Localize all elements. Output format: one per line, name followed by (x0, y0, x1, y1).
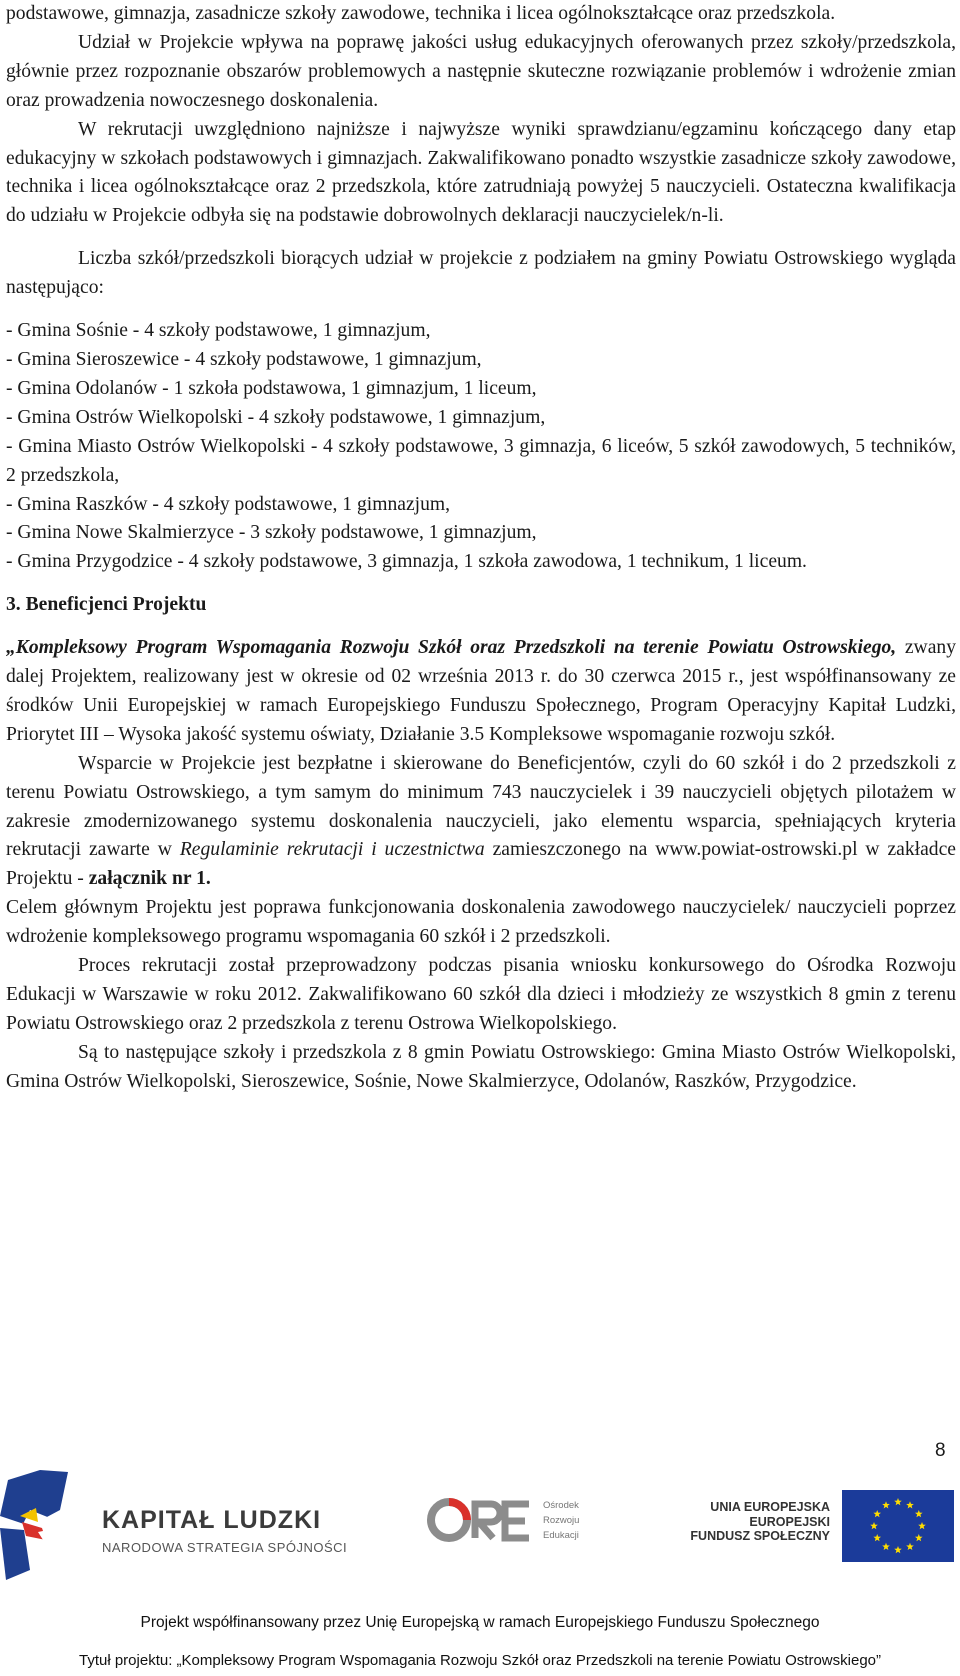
gminy-list (6, 317, 956, 577)
list-item: - Gmina Miasto Ostrów Wielkopolski - 4 szkoły podstawowe, 3 gimnazja, 6 liceów, 5 szkół zawodowych, 5 techników, 2 przedszkola, (6, 435, 956, 486)
paragraph: Wsparcie w Projekcie jest bezpłatne i skierowane do Beneficjentów, czyli do 60 szkół i do 2 przedszkoli z terenu Powiatu Ostrowskiego, a tym samym do minimum 743 nauczycielek i 39 nauczycieli objętych pilotażem w zakresie zmodernizowanego systemu doskonalenia nauczycieli, jako elementu wsparcia, spełniających kryteria rekrutacji zawarte w Regulaminie rekrutacji i uczestnictwa zamieszczonego na www.powiat-ostrowski.pl w zakładce Projektu - załącznik nr 1. (6, 752, 956, 890)
attachment-reference: załącznik nr 1. (88, 868, 211, 890)
list-item: - Gmina Sośnie - 4 szkoły podstawowe, 1 gimnazjum, (6, 320, 431, 342)
list-item: - Gmina Nowe Skalmierzyce - 3 szkoły podstawowe, 1 gimnazjum, (6, 522, 537, 544)
list-item: - Gmina Przygodzice - 4 szkoły podstawowe, 3 gimnazja, 1 szkoła zawodowa, 1 technikum, 1 liceum. (6, 551, 807, 573)
paragraph: Są to następujące szkoły i przedszkola z 8 gmin Powiatu Ostrowskiego: Gmina Miasto Ostrów Wielkopolski, Gmina Ostrów Wielkopolski, Sieroszewice, Sośnie, Nowe Skalmierzyce, Odolanów, Raszków, Przygodzice. (6, 1041, 956, 1092)
kl-subtitle: NARODOWA STRATEGIA SPÓJNOŚCI (102, 1540, 348, 1555)
kl-title: KAPITAŁ LUDZKI (102, 1506, 322, 1534)
list-item: - Gmina Sieroszewice - 4 szkoły podstawowe, 1 gimnazjum, (6, 348, 482, 370)
list-item: - Gmina Odolanów - 1 szkoła podstawowa, 1 gimnazjum, 1 liceum, (6, 377, 537, 399)
paragraph: Udział w Projekcie wpływa na poprawę jakości usług edukacyjnych oferowanych przez szkoły/przedszkola, głównie przez rozpoznanie obszarów problemowych a następnie skuteczne rozwiązanie problemów i wdrożenie zmian oraz prowadzenia nowoczesnego doskonalenia. (6, 31, 956, 111)
ore-logo (425, 1490, 605, 1560)
footer-cofinancing: Projekt współfinansowany przez Unię Europejską w ramach Europejskiego Funduszu Społecznego (140, 1614, 820, 1631)
regulation-reference: Regulaminie rekrutacji i uczestnictwa (179, 839, 485, 861)
list-item: - Gmina Ostrów Wielkopolski - 4 szkoły podstawowe, 1 gimnazjum, (6, 406, 546, 428)
paragraph: W rekrutacji uwzględniono najniższe i najwyższe wyniki sprawdzianu/egzaminu kończącego dany etap edukacyjny w szkołach podstawowych i gimnazjach. Zakwalifikowano ponadto wszystkie zasadnicze szkoły zawodowe, technika i licea ogólnokształcące oraz 2 przedszkola, które zatrudniają powyżej 5 nauczycieli. Ostateczna kwalifikacja do udziału w Projekcie odbyła się na podstawie dobrowolnych deklaracji nauczycielek/n-li. (6, 118, 956, 227)
eu-flag-icon (842, 1490, 954, 1562)
kapital-ludzki-logo (0, 1470, 360, 1580)
eu-caption: UNIA EUROPEJSKA EUROPEJSKI FUNDUSZ SPOŁECZNY (690, 1500, 830, 1543)
paragraph: „Kompleksowy Program Wspomagania Rozwoju Szkół oraz Przedszkoli na terenie Powiatu Ostrowskiego, zwany dalej Projektem, realizowany jest w okresie od 02 września 2013 r. do 30 czerwca 2015 r., jest współfinansowany ze środków Unii Europejskiej w ramach Europejskiego Funduszu Społecznego, Program Operacyjny Kapitał Ludzki, Priorytet III – Wysoka jakość systemu oświaty, Działanie 3.5 Kompleksowe wspomaganie rozwoju szkół. (6, 637, 956, 745)
paragraph: Proces rekrutacji został przeprowadzony podczas pisania wniosku konkursowego do Ośrodka Rozwoju Edukacji w Warszawie w roku 2012. Zakwalifikowano 60 szkół dla dzieci i młodzieży ze wszystkich 8 gmin z terenu Powiatu Ostrowskiego oraz 2 przedszkola z terenu Ostrowa Wielkopolskiego. (6, 955, 956, 1034)
section-heading: 3. Beneficjenci Projektu (6, 594, 207, 616)
ore-caption: Ośrodek Rozwoju Edukacji (543, 1500, 580, 1541)
paragraph: Celem głównym Projektu jest poprawa funkcjonowania doskonalenia zawodowego nauczycielek/ nauczycieli poprzez wdrożenie kompleksowego programu wspomagania 60 szkół i 2 przedszkoli. (6, 897, 956, 948)
body-text (6, 0, 956, 1097)
paragraph: podstawowe, gimnazja, zasadnicze szkoły zawodowe, technika i licea ogólnokształcące oraz przedszkola. (6, 3, 836, 24)
project-title: „Kompleksowy Program Wspomagania Rozwoju Szkół oraz Przedszkoli na terenie Powiatu Ostrowskiego, (6, 637, 897, 659)
footer-project-title: Tytuł projektu: „Kompleksowy Program Wspomagania Rozwoju Szkół oraz Przedszkoli na terenie Powiatu Ostrowskiego” (79, 1652, 881, 1669)
kapital-ludzki-star-icon (0, 1470, 90, 1580)
logo-bar (0, 1470, 960, 1580)
paragraph: Liczba szkół/przedszkoli biorących udział w projekcie z podziałem na gminy Powiatu Ostrowskiego wygląda następująco: (6, 248, 956, 299)
page-number: 8 (935, 1440, 946, 1461)
ore-logo-icon (425, 1490, 540, 1550)
list-item: - Gmina Raszków - 4 szkoły podstawowe, 1 gimnazjum, (6, 493, 451, 515)
